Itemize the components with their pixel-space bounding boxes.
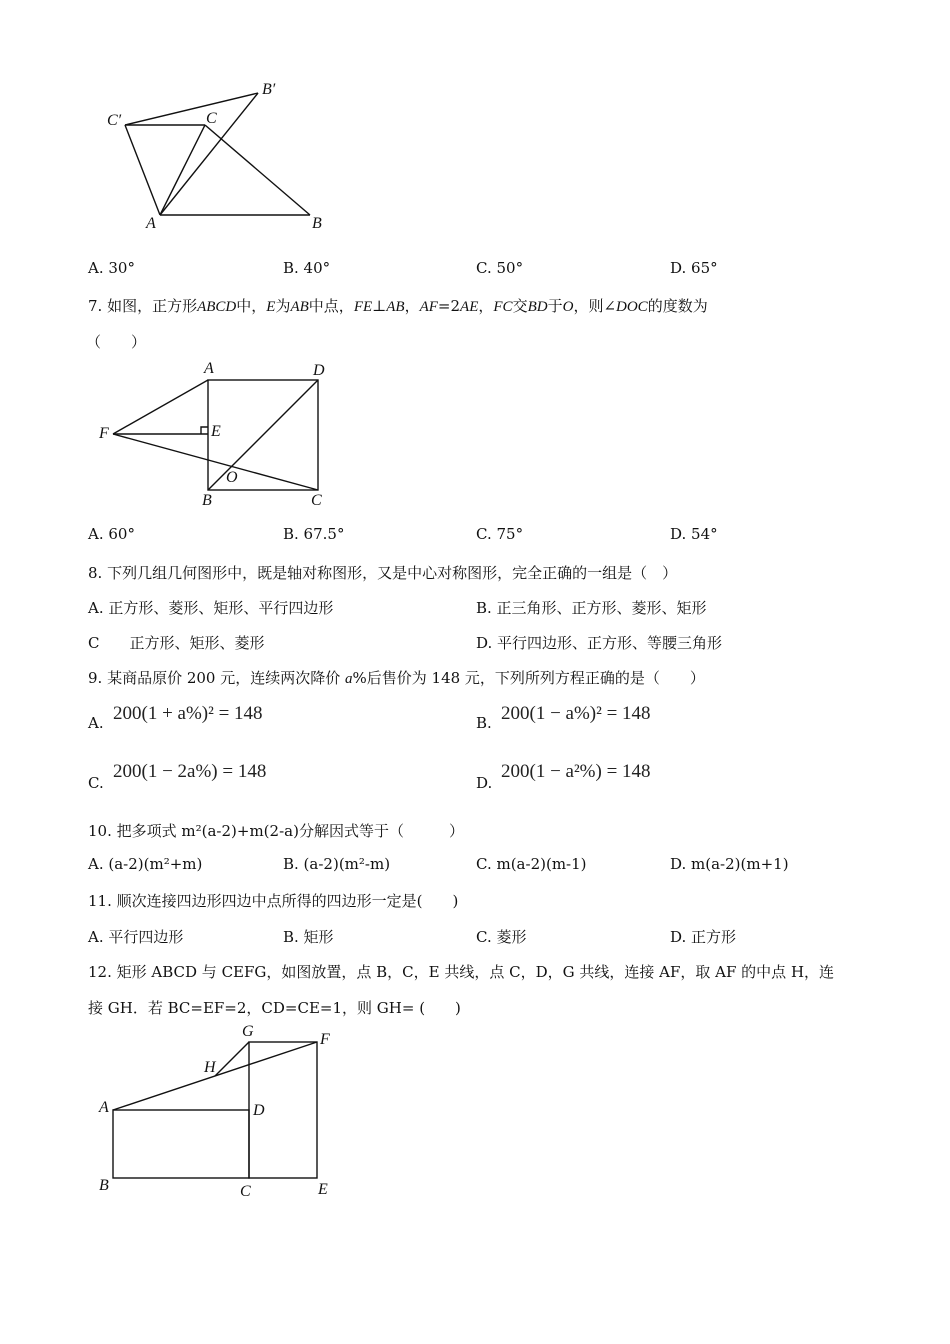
q9-equation-a: 200(1 + a%)² = 148 <box>113 703 263 724</box>
label-b-prime: B′ <box>262 81 276 98</box>
q9-letter-a: A. <box>88 714 104 732</box>
q6-option-c: C. 50° <box>476 259 524 277</box>
q8-option-a: A. 正方形、菱形、矩形、平行四边形 <box>88 599 334 617</box>
q9-letter-c: C. <box>88 774 104 792</box>
q9-text-b: %后售价为 148 元，下列所列方程正确的是（ ） <box>352 669 705 687</box>
q7-text-4: ⊥ <box>372 297 387 315</box>
q7-text-11: 的度数为 <box>647 297 708 315</box>
q7-text-10: ，则∠ <box>573 297 617 315</box>
label-c: C <box>206 110 217 127</box>
q7-var-9: BD <box>527 299 548 315</box>
q7-var-6: AF <box>419 299 438 315</box>
q7-var-2: E <box>266 299 276 315</box>
q11-option-d: D. 正方形 <box>670 928 737 946</box>
q7-paren: （ ） <box>86 333 147 351</box>
q7-option-b: B. 67.5° <box>283 525 345 543</box>
q7-var-7: AE <box>460 299 479 315</box>
q12-question-line-1: 12. 矩形 ABCD 与 CEFG，如图放置，点 B，C，E 共线，点 C，D，G 共线，连接 AF，取 AF 的中点 H，连 <box>88 963 835 981</box>
rect-abcd <box>113 1110 249 1178</box>
q7-text-7: ， <box>478 297 494 315</box>
q7-text-1: 中， <box>236 297 267 315</box>
label-o: O <box>226 469 238 486</box>
q10-option-b: B. (a-2)(m²-m) <box>283 855 391 873</box>
q8-question: 8. 下列几组几何图形中，既是轴对称图形，又是中心对称图形，完全正确的一组是（ ） <box>88 564 678 582</box>
q7-text-9: 于 <box>547 297 563 315</box>
label-c-prime: C′ <box>107 112 122 129</box>
label-f: F <box>320 1031 330 1048</box>
q7-var-10: O <box>562 299 574 315</box>
q11-option-c: C. 菱形 <box>476 928 527 946</box>
q9-text-a: 9. 某商品原价 200 元，连续两次降价 <box>88 669 346 687</box>
label-b: B <box>202 492 212 509</box>
q7-var-11: DOC <box>616 299 648 315</box>
q7-text-8: 交 <box>512 297 528 315</box>
figure-q6 <box>100 78 340 238</box>
q9-var: a <box>345 671 353 687</box>
label-a: A <box>204 360 214 377</box>
q7-var-8: FC <box>493 299 513 315</box>
q10-option-d: D. m(a-2)(m+1) <box>670 855 789 873</box>
q7-var-5: AB <box>386 299 405 315</box>
label-a: A <box>99 1099 109 1116</box>
label-c: C <box>311 492 322 509</box>
q7-text-0: 7. 如图，正方形 <box>88 297 198 315</box>
seg-cprime-a <box>125 125 160 215</box>
right-angle-mark <box>201 427 208 434</box>
q7-question <box>88 295 708 316</box>
seg-b-d <box>208 380 318 490</box>
q7-text-2: 为 <box>275 297 291 315</box>
label-d: D <box>313 362 325 379</box>
q11-question: 11. 顺次连接四边形四边中点所得的四边形一定是( ) <box>88 892 459 910</box>
label-b: B <box>99 1177 109 1194</box>
q7-text-3: 中点， <box>308 297 354 315</box>
label-g: G <box>242 1023 254 1040</box>
label-e: E <box>318 1181 328 1198</box>
label-e: E <box>211 423 221 440</box>
q7-var-1: ABCD <box>197 299 237 315</box>
q7-var-4: FE <box>353 299 373 315</box>
q12-question-line-2: 接 GH．若 BC=EF=2，CD=CE=1，则 GH= ( ) <box>88 999 461 1017</box>
seg-f-a <box>113 380 208 434</box>
q7-option-c: C. 75° <box>476 525 524 543</box>
q10-option-a: A. (a-2)(m²+m) <box>88 855 203 873</box>
q10-question: 10. 把多项式 m²(a-2)+m(2-a)分解因式等于（ ） <box>88 822 464 840</box>
label-f: F <box>99 425 109 442</box>
q8-option-d: D. 平行四边形、正方形、等腰三角形 <box>476 634 723 652</box>
label-h: H <box>204 1059 216 1076</box>
label-d: D <box>253 1102 265 1119</box>
q8-option-b: B. 正三角形、正方形、菱形、矩形 <box>476 599 707 617</box>
q9-equation-c: 200(1 − 2a%) = 148 <box>113 761 267 782</box>
q9-question <box>88 667 705 688</box>
q7-option-a: A. 60° <box>88 525 135 543</box>
label-c: C <box>240 1183 251 1200</box>
q9-equation-d: 200(1 − a²%) = 148 <box>501 761 651 782</box>
q9-letter-b: B. <box>476 714 492 732</box>
seg-c-b <box>205 125 310 215</box>
q6-option-d: D. 65° <box>670 259 718 277</box>
q7-text-6: =2 <box>437 297 461 315</box>
seg-a-c <box>160 125 205 215</box>
seg-cprime-bprime <box>125 93 258 125</box>
q7-var-3: AB <box>290 299 309 315</box>
label-b: B <box>312 215 322 232</box>
q11-option-a: A. 平行四边形 <box>88 928 184 946</box>
label-a: A <box>146 215 156 232</box>
figure-q12 <box>96 1022 346 1202</box>
q9-letter-d: D. <box>476 774 493 792</box>
q8-option-c: C 正方形、矩形、菱形 <box>88 634 265 652</box>
q11-option-b: B. 矩形 <box>283 928 334 946</box>
q6-option-b: B. 40° <box>283 259 331 277</box>
q10-option-c: C. m(a-2)(m-1) <box>476 855 587 873</box>
q6-option-a: A. 30° <box>88 259 135 277</box>
figure-q7 <box>95 358 345 513</box>
q7-option-d: D. 54° <box>670 525 718 543</box>
q7-text-5: ， <box>404 297 420 315</box>
q9-equation-b: 200(1 − a%)² = 148 <box>501 703 651 724</box>
